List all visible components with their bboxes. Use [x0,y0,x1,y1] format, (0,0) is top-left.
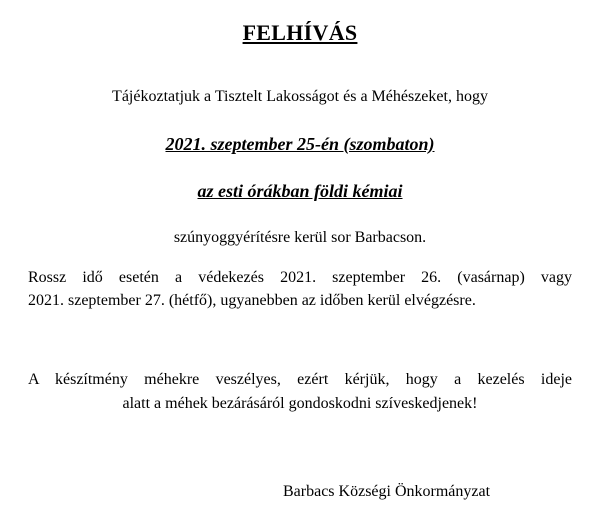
notice-title: FELHÍVÁS [242,20,358,45]
intro-text: Tájékoztatjuk a Tisztelt Lakosságot és a Méhészeket, hogy [112,88,488,105]
warning-line-2: alatt a méhek bezárásáról gondoskodni szíveskedjenek! [122,395,478,412]
warning-line-1: A készítmény méhekre veszélyes, ezért kérjük, hogy a kezelés ideje [28,371,572,388]
alternative-date-line-2: 2021. szeptember 27. (hétfő), ugyanebben az időben kerül elvégzésre. [28,292,476,309]
signature: Barbacs Községi Önkormányzat [283,483,491,500]
event-subject: szúnyoggyérítésre kerül sor Barbacson. [173,229,427,246]
event-date: 2021. szeptember 25-én (szombaton) [165,134,435,154]
event-time-and-method: az esti órákban földi kémiai [197,181,403,201]
alternative-date-line-1: Rossz idő esetén a védekezés 2021. szeptember 26. (vasárnap) vagy [28,269,572,286]
